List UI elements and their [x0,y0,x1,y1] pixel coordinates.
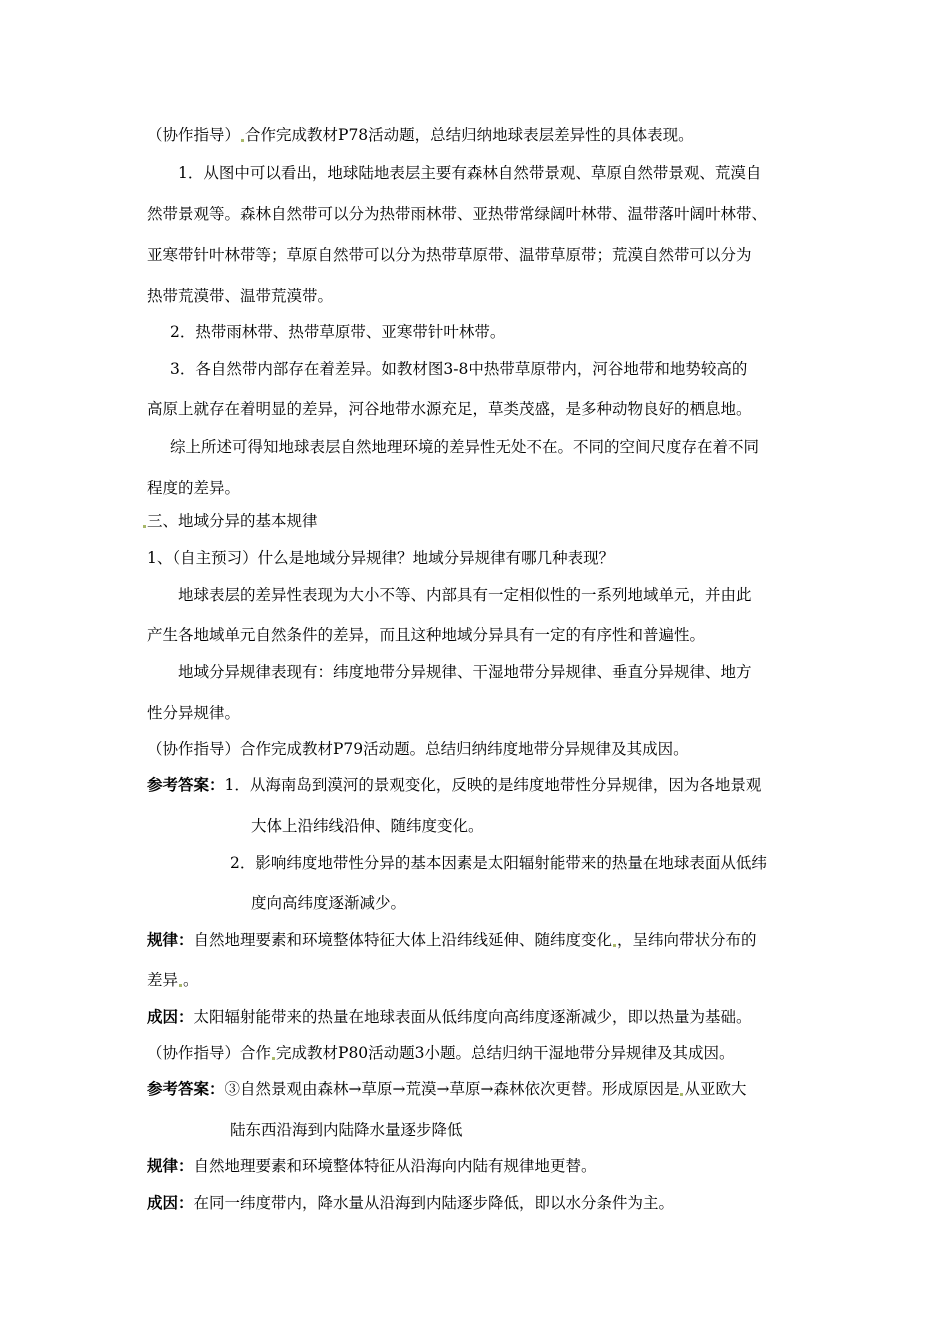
paragraph-line: （协作指导）合作完成教材P79活动题。总结归纳纬度地带分异规律及其成因。 [147,740,689,758]
grammar-mark-icon [179,984,182,987]
paragraph-line: 高原上就存在着明显的差异，河谷地带水源充足，草类茂盛，是多种动物良好的栖息地。 [147,400,752,418]
rule-label: 规律： [147,930,194,949]
paragraph-line: 2．热带雨林带、热带草原带、亚寒带针叶林带。 [170,323,506,341]
paragraph-line [147,1043,735,1063]
rule-line [147,970,199,990]
answer-text: ③自然景观由森林→草原→荒漠→草原→森林依次更替。形成原因是 [224,1080,680,1098]
answer-line: 大体上沿纬线沿伸、随纬度变化。 [251,817,484,835]
cause-line [147,1007,752,1027]
paragraph-line: 3．各自然带内部存在着差异。如教材图3-8中热带草原带内，河谷地带和地势较高的 [170,360,748,378]
answer-line: 度向高纬度逐渐减少。 [251,894,407,912]
grammar-mark-icon [613,944,616,947]
heading-text: 三、地域分异的基本规律 [147,512,318,530]
grammar-mark-icon [241,139,244,142]
rule-line [147,930,757,950]
answer-text: 从亚欧大 [684,1080,747,1098]
line-text: （协作指导） [147,126,241,144]
rule-text: 自然地理要素和环境整体特征从沿海向内陆有规律地更替。 [193,1157,597,1175]
paragraph-line: 程度的差异。 [147,479,241,497]
paragraph-line: 产生各地域单元自然条件的差异，而且这种地域分异具有一定的有序性和普遍性。 [147,626,706,644]
rule-text: 。 [183,971,199,989]
answer-label: 参考答案： [147,775,225,794]
cause-label: 成因： [147,1193,194,1212]
rule-text: 自然地理要素和环境整体特征大体上沿纬线延伸、随纬度变化 [193,931,613,949]
section-heading [147,511,318,531]
answer-line: 陆东西沿海到内陆降水量逐步降低 [230,1121,463,1139]
paragraph-line: 亚寒带针叶林带等；草原自然带可以分为热带草原带、温带草原带；荒漠自然带可以分为 [147,246,752,264]
paragraph-line: 然带景观等。森林自然带可以分为热带雨林带、亚热带常绿阔叶林带、温带落叶阔叶林带、 [147,205,768,223]
answer-line: 2．影响纬度地带性分异的基本因素是太阳辐射能带来的热量在地球表面从低纬 [230,854,767,872]
cause-label: 成因： [147,1007,194,1026]
paragraph-line: 综上所述可得知地球表层自然地理环境的差异性无处不在。不同的空间尺度存在着不同 [170,438,760,456]
paragraph-line: 热带荒漠带、温带荒漠带。 [147,287,334,305]
paragraph-line: 性分异规律。 [147,704,241,722]
paragraph-line: 地域分异规律表现有：纬度地带分异规律、干湿地带分异规律、垂直分异规律、地方 [178,663,752,681]
paragraph-line: 1．从图中可以看出，地球陆地表层主要有森林自然带景观、草原自然带景观、荒漠自 [178,164,762,182]
rule-text: ，呈纬向带状分布的 [617,931,757,949]
rule-label: 规律： [147,1156,194,1175]
question-line: 1、（自主预习）什么是地域分异规律？地域分异规律有哪几种表现？ [147,549,615,567]
line-text: （协作指导）合作 [147,1044,272,1062]
answer-text: 1．从海南岛到漠河的景观变化，反映的是纬度地带性分异规律，因为各地景观 [224,776,762,794]
line-text: 完成教材P80活动题3小题。总结归纳干湿地带分异规律及其成因。 [276,1044,735,1062]
grammar-mark-icon [272,1057,275,1060]
cause-text: 太阳辐射能带来的热量在地球表面从低纬度向高纬度逐渐减少，即以热量为基础。 [193,1008,752,1026]
paragraph-line: 地球表层的差异性表现为大小不等、内部具有一定相似性的一系列地域单元，并由此 [178,586,752,604]
cause-line [147,1193,674,1213]
grammar-mark-icon [143,525,146,528]
answer-line [147,775,761,795]
answer-line [147,1079,746,1099]
paragraph-line [147,125,694,145]
line-text: 合作完成教材P78活动题，总结归纳地球表层差异性的具体表现。 [245,126,694,144]
cause-text: 在同一纬度带内，降水量从沿海到内陆逐步降低，即以水分条件为主。 [193,1194,675,1212]
answer-label: 参考答案： [147,1079,225,1098]
rule-line [147,1156,597,1176]
rule-text: 差异 [147,971,179,989]
